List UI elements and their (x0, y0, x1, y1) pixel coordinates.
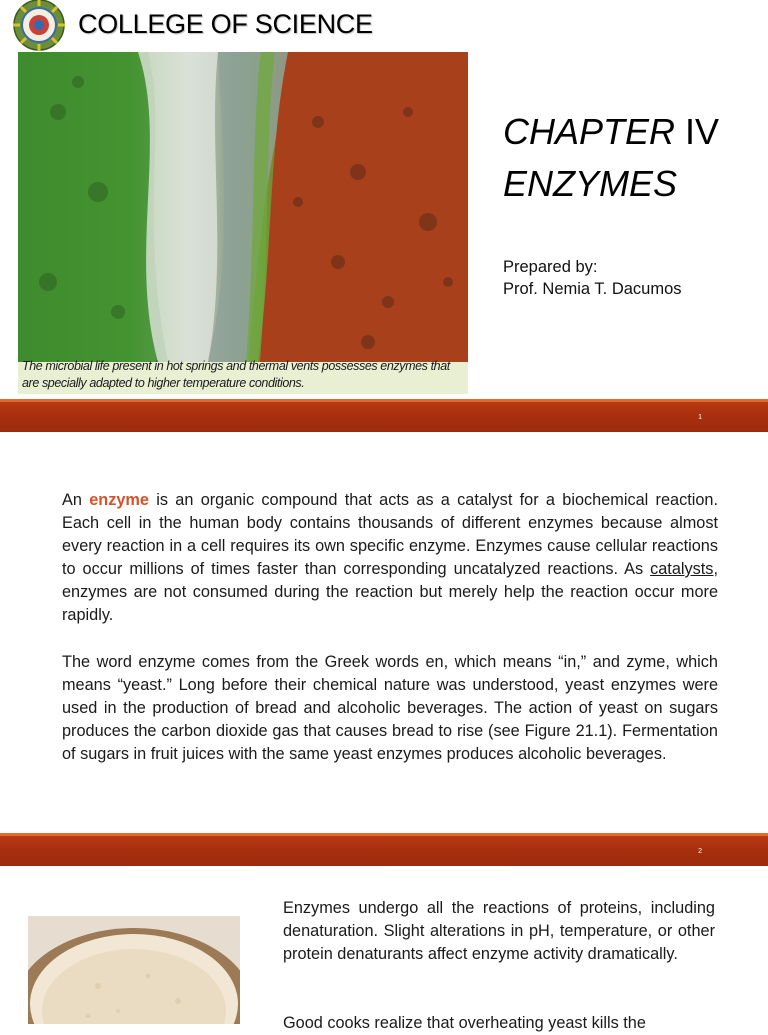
chapter-number: IV (685, 111, 720, 152)
image-caption: The microbial life present in hot springs and thermal vents possesses enzymes that are specially adapted to higher temperature conditions. (22, 359, 450, 390)
slide-number-1: 1 (698, 414, 702, 421)
slide-number-2: 2 (698, 848, 702, 855)
college-seal-logo (12, 0, 66, 52)
p1-body: is an organic compound that acts as a catalyst for a biochemical reaction. Each cell in the human body contains thousands of different enzymes because almost every reaction in a cell requires its own specific enzyme. Enzymes cause cellular reactions to occur millions of times faster than corresponding uncatalyzed reactions. As (62, 491, 718, 578)
etymology-paragraph: The word enzyme comes from the Greek words en, which means “in,” and zyme, which means “yeast.” Long before their chemical nature was understood, yeast enzymes were used in the production of bread and alcoholic beverages. The action of yeast on sugars produces the carbon dioxide gas that causes bread to rise (see Figure 21.1). Fermentation of sugars in fruit juices with the same yeast enzymes produces alcoholic beverages. (62, 653, 718, 763)
overheating-paragraph: Good cooks realize that overheating yeast kills the (283, 1014, 646, 1032)
p1-end: , enzymes are not consumed during the reaction but merely help the reaction occur more rapidly. (62, 560, 718, 624)
hot-spring-image (18, 52, 468, 362)
college-title: COLLEGE OF SCIENCE (78, 8, 373, 39)
chapter-title (503, 106, 719, 210)
enzyme-term: enzyme (89, 491, 149, 509)
bread-dough-photo (28, 916, 240, 1024)
chapter-topic: ENZYMES (503, 163, 678, 204)
bread-dough-image (28, 916, 240, 1024)
chapter-word: CHAPTER (503, 111, 676, 152)
prepared-by-block (503, 256, 682, 300)
author-name: Prof. Nemia T. Dacumos (503, 280, 682, 298)
prepared-by-label: Prepared by: (503, 258, 598, 276)
slide-divider-2 (0, 833, 768, 866)
denaturation-paragraph: Enzymes undergo all the reactions of proteins, including denaturation. Slight alterations in pH, temperature, or other protein denaturants affect enzyme activity dramatically. (283, 899, 715, 963)
catalysts-link[interactable]: catalysts (650, 560, 714, 578)
p1-intro: An (62, 491, 82, 509)
hot-spring-photo (18, 52, 468, 394)
slide-divider-1 (0, 399, 768, 432)
slide-header (12, 0, 373, 48)
enzyme-definition-paragraph (62, 489, 718, 627)
